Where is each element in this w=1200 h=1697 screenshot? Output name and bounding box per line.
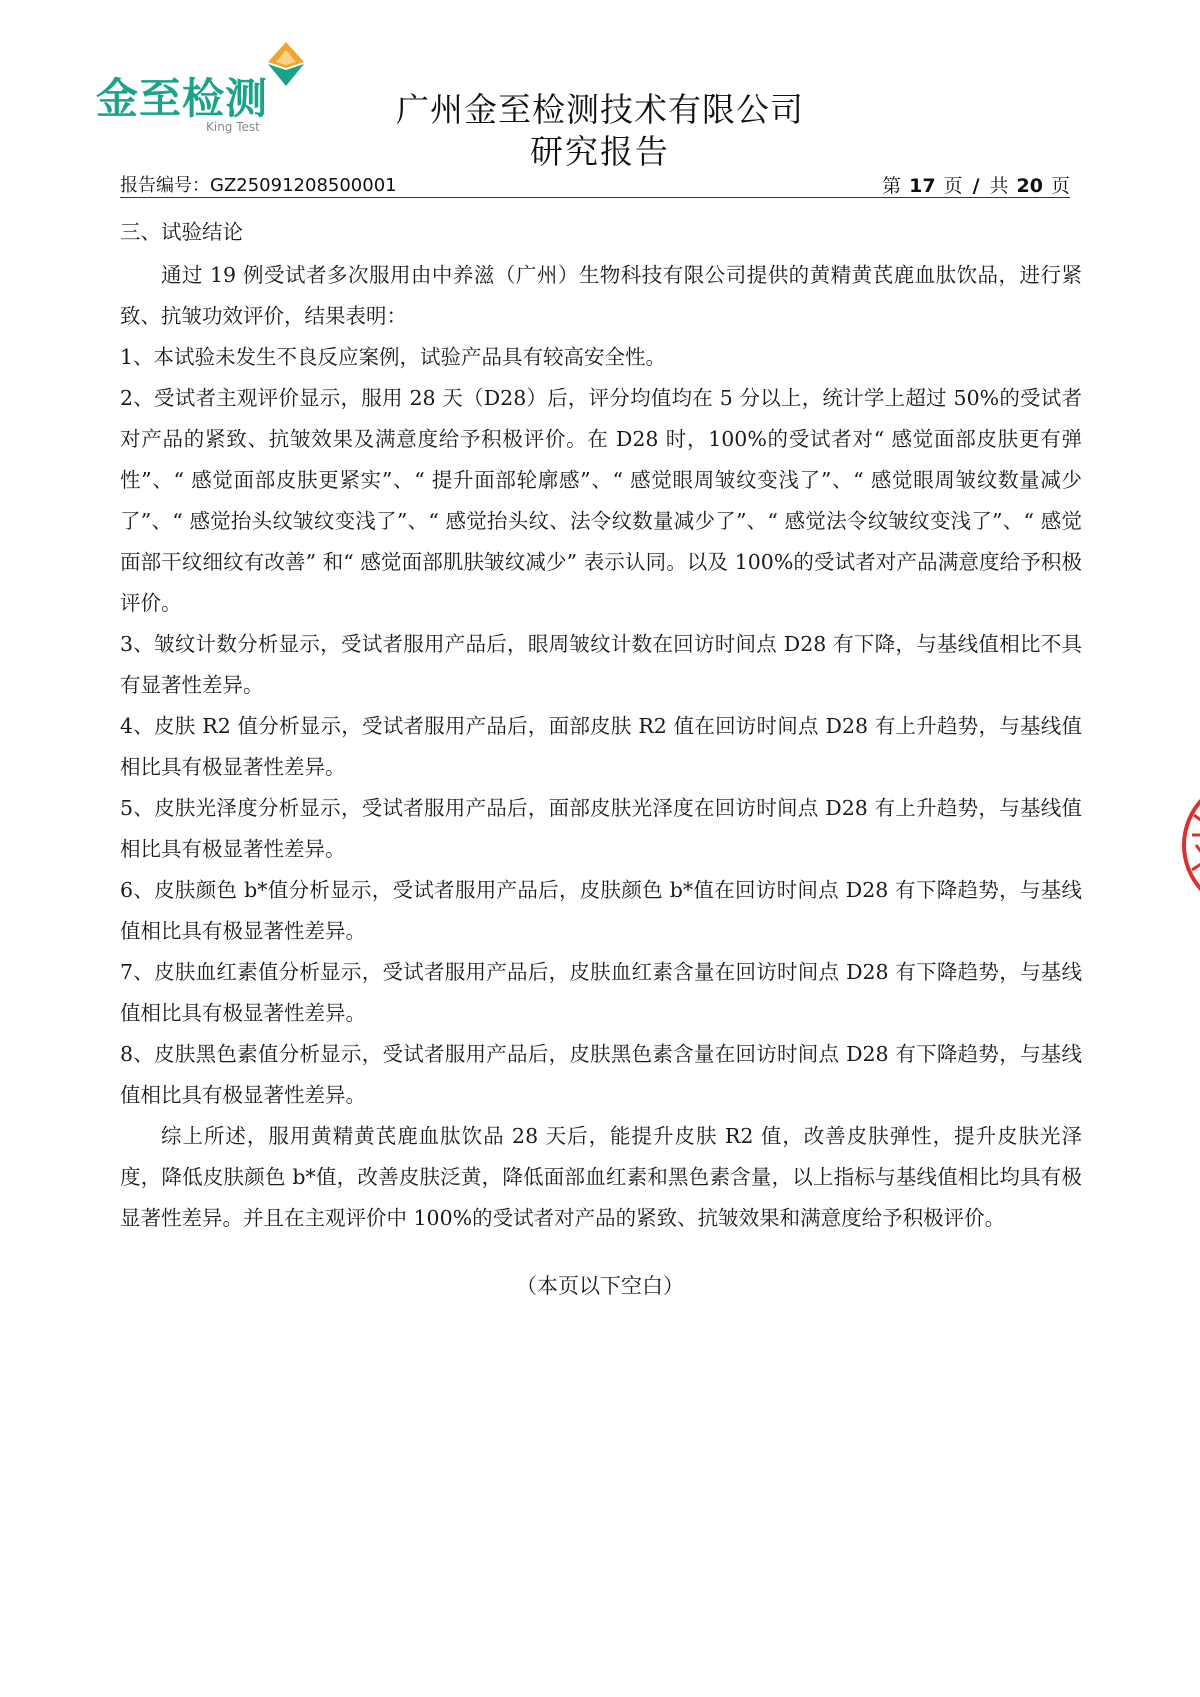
header-rule <box>120 197 1070 198</box>
conclusion-item: 8、皮肤黑色素值分析显示，受试者服用产品后，皮肤黑色素含量在回访时间点 D28 有下降趋势，与基线值相比具有极显著性差异。 <box>120 1042 1082 1107</box>
section-heading: 三、试验结论 <box>120 220 243 244</box>
page-indicator <box>882 171 1070 198</box>
page-word: 页 <box>943 175 963 197</box>
blank-note: （本页以下空白） <box>516 1274 684 1298</box>
page-total: 20 <box>1016 175 1043 197</box>
company-name: 广州金至检测技术有限公司 <box>396 90 804 129</box>
conclusion-item: 7、皮肤血红素值分析显示，受试者服用产品后，皮肤血红素含量在回访时间点 D28 有下降趋势，与基线值相比具有极显著性差异。 <box>120 960 1082 1025</box>
conclusion-item: 6、皮肤颜色 b*值分析显示，受试者服用产品后，皮肤颜色 b*值在回访时间点 D28 有下降趋势，与基线值相比具有极显著性差异。 <box>120 878 1082 943</box>
conclusion-item: 2、受试者主观评价显示，服用 28 天（D28）后，评分均值均在 5 分以上，统计学上超过 50%的受试者对产品的紧致、抗皱效果及满意度给予积极评价。在 D28 时，100%的受试者对“ 感觉面部皮肤更有弹性”、“ 感觉面部皮肤更紧实”、“ 提升面部轮廓感”、“ 感觉眼周皱纹变浅了”、“ 感觉眼周皱纹数量减少了”、“ 感觉抬头纹皱纹变浅了”、“ 感觉抬头纹、法令纹数量减少了”、“ 感觉法令纹皱纹变浅了”、“ 感觉面部干纹细纹有改善” 和“ 感觉面部肌肤皱纹减少” 表示认同。以及 100%的受试者对产品满意度给予积极评价。 <box>120 386 1082 615</box>
page-prefix: 第 <box>882 175 902 197</box>
report-number-value: GZ25091208500001 <box>210 175 397 196</box>
logo-name: 金至检测 <box>96 74 269 123</box>
intro-paragraph: 通过 19 例受试者多次服用由中养滋（广州）生物科技有限公司提供的黄精黄芪鹿血肽饮品，进行紧致、抗皱功效评价，结果表明： <box>120 263 1082 328</box>
conclusion-section <box>120 212 1082 1239</box>
report-number <box>120 171 397 197</box>
company-logo <box>96 40 316 140</box>
total-suffix: 页 <box>1050 175 1070 197</box>
seal-stamp-icon <box>1180 775 1200 915</box>
report-number-label: 报告编号： <box>120 175 210 196</box>
page-current: 17 <box>909 175 936 197</box>
logo-subtitle: King Test <box>206 120 260 134</box>
page-slash: / <box>972 175 980 197</box>
logo-diamond-icon <box>264 40 308 88</box>
summary-paragraph: 综上所述，服用黄精黄芪鹿血肽饮品 28 天后，能提升皮肤 R2 值，改善皮肤弹性，提升皮肤光泽度，降低皮肤颜色 b*值，改善皮肤泛黄，降低面部血红素和黑色素含量，以上指标与基线值相比均具有极显著性差异。并且在主观评价中 100%的受试者对产品的紧致、抗皱效果和满意度给予积极评价。 <box>120 1124 1082 1230</box>
conclusion-item: 5、皮肤光泽度分析显示，受试者服用产品后，面部皮肤光泽度在回访时间点 D28 有上升趋势，与基线值相比具有极显著性差异。 <box>120 796 1082 861</box>
total-prefix: 共 <box>989 175 1009 197</box>
conclusion-item: 4、皮肤 R2 值分析显示，受试者服用产品后，面部皮肤 R2 值在回访时间点 D28 有上升趋势，与基线值相比具有极显著性差异。 <box>120 714 1082 779</box>
document-title: 研究报告 <box>530 132 670 171</box>
conclusion-item: 1、本试验未发生不良反应案例，试验产品具有较高安全性。 <box>120 345 667 369</box>
conclusion-item: 3、皱纹计数分析显示，受试者服用产品后，眼周皱纹计数在回访时间点 D28 有下降，与基线值相比不具有显著性差异。 <box>120 632 1082 697</box>
